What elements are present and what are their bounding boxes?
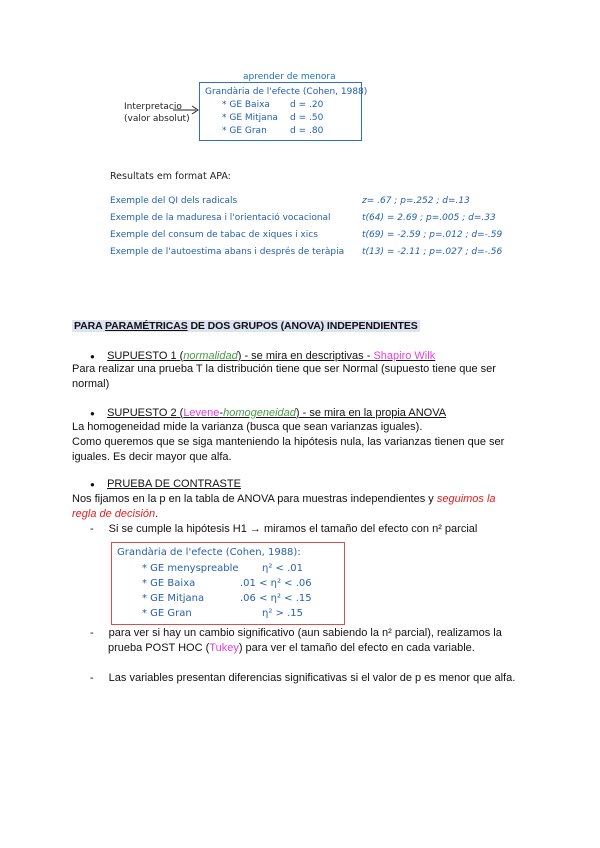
bullet-icon: ● bbox=[90, 409, 95, 418]
interpretation-label-line1: Interpretacio bbox=[124, 102, 182, 112]
heading-part: PARA bbox=[74, 320, 106, 332]
apa-example-label: Exemple de l'autoestima abans i després de teràpia bbox=[110, 247, 345, 257]
item-text: Las variables presentan diferencias significativas si el valor de p es menor que alfa. bbox=[108, 672, 516, 684]
effect-row-label: * GE Gran bbox=[222, 126, 267, 136]
open-paren: ( bbox=[176, 407, 184, 419]
eta-box-title: Grandària de l'efecte (Cohen, 1988): bbox=[117, 547, 301, 558]
paragraph-line: Para realizar una prueba T la distribución tiene que ser Normal (supuesto tiene que ser bbox=[72, 363, 496, 375]
eta-row-label: * GE Gran bbox=[142, 608, 192, 619]
effect-row-value: d = .80 bbox=[290, 126, 324, 136]
eta-row-value: η² < .01 bbox=[262, 563, 303, 574]
eta-effect-size-box bbox=[111, 542, 345, 625]
effect-size-title: Grandària de l'efecte (Cohen, 1988) bbox=[205, 87, 368, 97]
interpretation-label-line2: (valor absolut) bbox=[124, 114, 190, 124]
effect-row-value: d = .20 bbox=[290, 100, 324, 110]
eta-row-label: * GE Baixa bbox=[142, 578, 196, 589]
arrow-icon bbox=[172, 104, 202, 116]
rest: - se mira en la propia ANOVA bbox=[299, 407, 447, 419]
paragraph-line bbox=[108, 640, 475, 657]
dash-marker: - bbox=[90, 627, 94, 639]
text: prueba POST HOC ( bbox=[108, 642, 210, 654]
apa-example-value: t(64) = 2.69 ; p=.005 ; d=.33 bbox=[362, 213, 496, 223]
eta-row-value: .06 < η² < .15 bbox=[240, 593, 312, 604]
effect-row-label: * GE Baixa bbox=[222, 100, 270, 110]
dash-item bbox=[90, 521, 477, 538]
apa-example-value: t(13) = -2.11 ; p=.027 ; d=-.56 bbox=[362, 247, 503, 257]
apa-example-label: Exemple de la maduresa i l'orientació vocacional bbox=[110, 213, 331, 223]
close-paren: ) bbox=[295, 407, 300, 419]
rest: - se mira en descriptivas - bbox=[241, 350, 374, 362]
diagram-caption: aprender de menora bbox=[243, 72, 336, 82]
supuesto-2-title bbox=[107, 407, 446, 419]
item-text: Si se cumple la hipótesis H1 → miramos el tamaño del efecto con n² parcial bbox=[108, 523, 478, 535]
decision-rule-text: seguimos la bbox=[436, 493, 496, 505]
shapiro-wilk-link[interactable]: Shapiro Wilk bbox=[373, 350, 436, 362]
paragraph-line: iguales. Es decir mayor que alfa. bbox=[72, 451, 232, 463]
label: SUPUESTO 2 bbox=[107, 407, 177, 419]
close-paren: ) bbox=[237, 350, 242, 362]
period: . bbox=[155, 508, 159, 520]
effect-size-box bbox=[199, 82, 368, 141]
eta-row-value: η² > .15 bbox=[262, 608, 303, 619]
eta-row-label: * GE menyspreable bbox=[142, 563, 239, 574]
text: ) para ver el tamaño del efecto en cada variable. bbox=[238, 642, 475, 654]
levene-link[interactable]: Levene bbox=[183, 407, 220, 419]
bullet-icon: ● bbox=[90, 480, 95, 489]
apa-example-value: t(69) = -2.59 ; p=.012 ; d=-.59 bbox=[362, 230, 503, 240]
effect-row-label: * GE Mitjana bbox=[222, 113, 278, 123]
label: SUPUESTO 1 bbox=[107, 350, 177, 362]
contrast-title: PRUEBA DE CONTRASTE bbox=[107, 478, 241, 490]
eta-row-value: .01 < η² < .06 bbox=[240, 578, 312, 589]
item-text: para ver si hay un cambio significativo (aun sabiendo la n² parcial), realizamos la bbox=[108, 627, 502, 639]
tukey-link[interactable]: Tukey bbox=[209, 642, 239, 654]
eta-row-label: * GE Mitjana bbox=[142, 593, 205, 604]
apa-heading: Resultats em format APA: bbox=[110, 171, 231, 182]
paragraph-line: Como queremos que se siga manteniendo la hipótesis nula, las varianzas tienen que ser bbox=[72, 436, 505, 448]
open-paren: ( bbox=[176, 350, 184, 362]
dash-item bbox=[90, 670, 515, 687]
heading-part: PARAMÉTRICAS bbox=[105, 320, 188, 332]
bullet-icon: ● bbox=[90, 352, 95, 361]
paragraph-line: La homogeneidad mide la varianza (busca que sean varianzas iguales). bbox=[72, 421, 423, 433]
dash-marker: - bbox=[90, 523, 94, 535]
dash: - bbox=[219, 407, 224, 419]
dash-marker: - bbox=[90, 672, 94, 684]
text: Nos fijamos en la p en la tabla de ANOVA para muestras independientes y bbox=[72, 493, 437, 505]
apa-example-value: z= .67 ; p=.252 ; d=.13 bbox=[362, 196, 470, 206]
heading-part: DE DOS GRUPOS (ANOVA) INDEPENDIENTES bbox=[187, 320, 418, 332]
decision-rule-text: regla de decisión bbox=[72, 508, 156, 520]
section-heading bbox=[72, 320, 420, 332]
apa-example-label: Exemple del QI dels radicals bbox=[110, 196, 238, 206]
paragraph-line: normal) bbox=[72, 378, 110, 390]
apa-example-label: Exemple del consum de tabac de xiques i xics bbox=[110, 230, 318, 240]
homogeneity-term: homogeneidad bbox=[223, 407, 296, 419]
effect-row-value: d = .50 bbox=[290, 113, 324, 123]
normality-term: normalidad bbox=[183, 350, 238, 362]
